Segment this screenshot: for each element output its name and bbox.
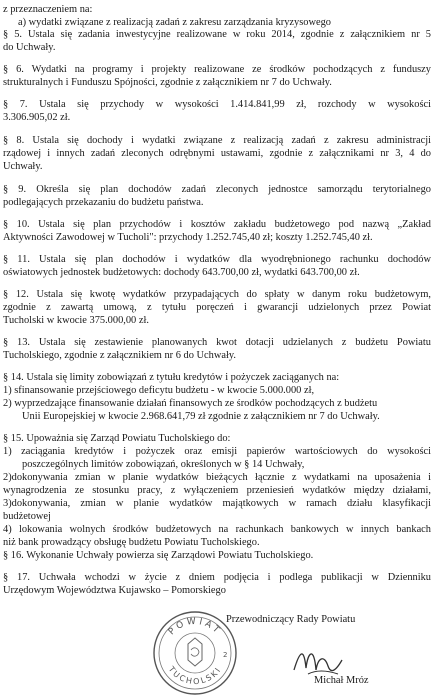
text-line: Tucholskiego, zgodnie z załącznikiem nr 6 do Uchwały. (3, 350, 236, 361)
text-line: § 14. Ustala się limity zobowiązań z tytułu kredytów i pożyczek zaciąganych na: (3, 372, 340, 383)
text-line: Aktywności Zawodowej w Tucholi": przychody 1.252.745,40 zł; koszty 1.252.745,40 zł. (3, 232, 373, 243)
text-line: 1) zaciągania kredytów i pożyczek oraz emisji papierów wartościowych do wysokości (3, 446, 431, 457)
text-line: poszczególnych limitów zobowiązań, określonych w § 14 Uchwały, (22, 459, 305, 470)
text-line: § 10. Ustala się plan przychodów i kosztów zakładu budżetowego pod nazwą „Zakład (3, 219, 431, 230)
text-line: z przeznaczeniem na: (3, 4, 93, 15)
text-line: 2)dokonywania zmian w planie wydatków bieżących łącznie z wydatkami na uposażenia i (3, 472, 431, 483)
text-line: § 13. Ustala się zestawienie planowanych kwot dotacji udzielanych z budżetu Powiatu (3, 337, 431, 348)
text-line: a) wydatki związane z realizacją zadań z zakresu zarządzania kryzysowego (18, 17, 331, 28)
handwritten-signature-icon (290, 640, 346, 680)
seal-number: 2 (223, 651, 228, 659)
text-line: § 15. Upoważnia się Zarząd Powiatu Tucholskiego do: (3, 433, 231, 444)
text-line: oświatowych jednostek budżetowych: dochody 643.700,00 zł, wydatki 643.700,00 zł. (3, 267, 360, 278)
text-line: Urzędowym Województwa Kujawsko – Pomorskiego (3, 585, 226, 596)
text-line: 3.306.905,02 zł. (3, 112, 71, 123)
text-line: Uchwały. (3, 161, 43, 172)
text-line: § 6. Wydatki na programy i projekty realizowane ze środków pochodzących z funduszy (3, 64, 431, 75)
text-line: § 17. Uchwała wchodzi w życie z dniem podjęcia i podlega publikacji w Dzienniku (3, 572, 431, 583)
text-line: budżetowej (3, 511, 51, 522)
text-line: rządowej i innych zadań zleconych odrębnymi ustawami, zgodnie z załącznikami nr 3, 4 do (3, 148, 431, 159)
text-line: Unii Europejskiej w kwocie 2.968.641,79 zł zgodnie z załącznikiem nr 7 do Uchwały. (22, 411, 380, 422)
signature-name: Michał Mróz (314, 675, 369, 686)
text-line: § 8. Ustala się dochody i wydatki związane z realizacją zadań z zakresu administracji (3, 135, 431, 146)
text-line: zgodnie z zawartą umową, z tytułu poręczeń i gwarancji udzielonych przez Powiat (3, 302, 431, 313)
text-line: niż bank prowadzący obsługę budżetu Powiatu Tucholskiego. (3, 537, 260, 548)
text-line: podlegających przekazaniu do budżetu państwa. (3, 197, 204, 208)
text-line: strukturalnych i Funduszu Spójności, zgodnie z załącznikiem nr 7 do Uchwały. (3, 77, 332, 88)
text-line: § 5. Ustala się zadania inwestycyjne realizowane w roku 2014, zgodnie z załącznikiem nr 5 (3, 29, 431, 40)
text-line: § 9. Określa się plan dochodów zadań zleconych jednostce samorządu terytorialnego (3, 184, 431, 195)
text-line: 2) wyprzedzające finansowanie działań finansowych ze środków pochodzących z budżetu (3, 398, 378, 409)
text-line: § 16. Wykonanie Uchwały powierza się Zarządowi Powiatu Tucholskiego. (3, 550, 314, 561)
text-line: § 11. Ustala się plan dochodów i wydatków dla wyodrębnionego rachunku dochodów (3, 254, 431, 265)
svg-text:POWIAT (167, 617, 223, 638)
text-line: 3)dokonywania, zmian w planie wydatków majątkowych w ramach działu klasyfikacji (3, 498, 431, 509)
text-line: 4) lokowania wolnych środków budżetowych na rachunkach bankowych w innych bankach (3, 524, 431, 535)
text-line: wynagrodzenia ze stosunku pracy, z wyłączeniem przeniesień wydatków między działami, (3, 485, 431, 496)
text-line: § 7. Ustala się przychody w wysokości 1.414.841,99 zł, rozchody w wysokości (3, 99, 431, 110)
signature-title: Przewodniczący Rady Powiatu (226, 614, 356, 625)
text-line: Tucholski w kwocie 375.000,00 zł. (3, 315, 149, 326)
official-seal-icon (152, 610, 238, 696)
seal-top-text: POWIAT (166, 616, 224, 638)
text-line: 1) sfinansowanie przejściowego deficytu budżetu - w kwocie 5.000.000 zł, (3, 385, 315, 396)
seal-bottom-text: TUCHOLSKI (166, 664, 224, 687)
text-line: § 12. Ustala się kwotę wydatków przypadających do spłaty w danym roku budżetowym, (3, 289, 431, 300)
text-line: do Uchwały. (3, 42, 56, 53)
